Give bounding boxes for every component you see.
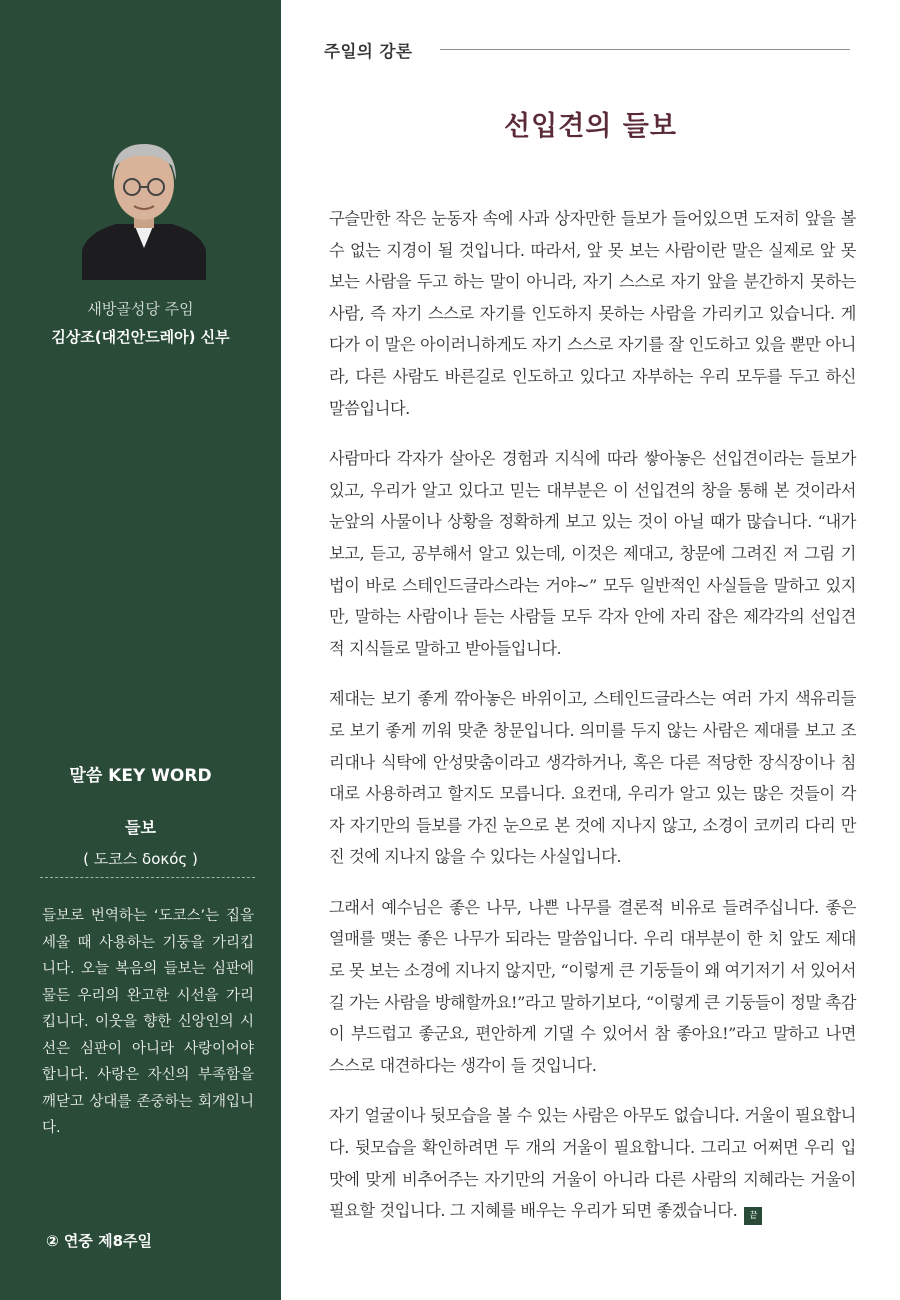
end-mark-icon: 끝 bbox=[744, 1207, 762, 1225]
article-paragraph bbox=[329, 1100, 856, 1226]
article-paragraph: 사람마다 각자가 살아온 경험과 지식에 따라 쌓아놓은 선입견이라는 들보가 있고, 우리가 알고 있다고 믿는 대부분은 이 선입견의 창을 통해 본 것이라서 눈앞의 사물이나 상황을 정확하게 보고 있는 것이 아닐 때가 많습니다. “내가 보고, 듣고, 공부해서 알고 있는데, 이것은 제대고, 창문에 그려진 저 그림 기법이 바로 스테인드글라스라는 거야~” 모두 일반적인 사실들을 말하고 있지만, 말하는 사람이나 듣는 사람들 모두 각자 안에 자리 잡은 제각각의 선입견적 지식들로 말하고 받아들입니다. bbox=[329, 449, 856, 658]
liturgical-week: ② 연중 제8주일 bbox=[46, 1232, 153, 1250]
keyword-original: ( 도코스 δοκός ) bbox=[83, 850, 198, 868]
keyword-divider bbox=[40, 877, 255, 878]
author-name: 김상조(대건안드레아) 신부 bbox=[51, 328, 230, 346]
article-title: 선입견의 들보 bbox=[504, 111, 677, 142]
article-paragraph: 제대는 보기 좋게 깎아놓은 바위이고, 스테인드글라스는 여러 가지 색유리들로 보기 좋게 끼워 맞춘 창문입니다. 의미를 두지 않는 사람은 제대를 보고 조리대나 식탁에 안성맞춤이라고 생각하거나, 혹은 다른 적당한 장식장이나 침대로 사용하려고 할지도 모릅니다. 요컨대, 우리가 알고 있는 많은 것들이 각자 자기만의 들보를 가진 눈으로 본 것에 지나지 않고, 소경이 코끼리 다리 만진 것에 지나지 않을 수 있다는 사실입니다. bbox=[329, 689, 856, 867]
author-role: 새방골성당 주임 bbox=[87, 300, 194, 318]
article-paragraph: 구슬만한 작은 눈동자 속에 사과 상자만한 들보가 들어있으면 도저히 앞을 볼 수 없는 지경이 될 것입니다. 따라서, 앞 못 보는 사람이란 말은 실제로 앞 못 보는 사람을 두고 하는 말이 아니라, 자기 스스로 자기 앞을 분간하지 못하는 사람, 즉 자기 스스로 자기를 인도하지 못하는 사람을 가리키고 있습니다. 게다가 이 말은 아이러니하게도 자기 스스로 자기를 잘 인도하고 있을 뿐만 아니라, 다른 사람도 바른길로 인도하고 있다고 자부하는 우리 모두를 두고 하신 말씀입니다. bbox=[329, 209, 856, 418]
article-paragraph-text: 자기 얼굴이나 뒷모습을 볼 수 있는 사람은 아무도 없습니다. 거울이 필요합니다. 뒷모습을 확인하려면 두 개의 거울이 필요합니다. 그리고 어쩌면 우리 입맛에 맞게 비추어주는 자기만의 거울이 아니라 다른 사람의 지혜라는 거울이 필요할 것입니다. 그 지혜를 배우는 우리가 되면 좋겠습니다. bbox=[329, 1106, 856, 1221]
keyword-term: 들보 bbox=[125, 818, 156, 837]
keyword-description: 들보로 번역하는 ‘도코스’는 집을 세울 때 사용하는 기둥을 가리킵니다. 오늘 복음의 들보는 심판에 물든 우리의 완고한 시선을 가리킵니다. 이웃을 향한 신앙인의 시선은 심판이 아니라 사랑이어야 합니다. 사랑은 자신의 부족함을 깨닫고 상대를 존중하는 회개입니다. bbox=[42, 908, 254, 1136]
article-body bbox=[329, 203, 856, 1246]
sidebar bbox=[0, 0, 281, 1300]
author-portrait bbox=[82, 132, 206, 280]
article-paragraph: 그래서 예수님은 좋은 나무, 나쁜 나무를 결론적 비유로 들려주십니다. 좋은 열매를 맺는 좋은 나무가 되라는 말씀입니다. 우리 대부분이 한 치 앞도 제대로 못 보는 소경에 지나지 않지만, “이렇게 큰 기둥들이 왜 여기저기 서 있어서 길 가는 사람을 방해할까요!”라고 말하기보다, “이렇게 큰 기둥들이 정말 촉감이 부드럽고 좋군요, 편안하게 기댈 수 있어서 참 좋아요!”라고 말하고 나면 스스로 대견하다는 생각이 들 것입니다. bbox=[329, 897, 856, 1075]
header-rule bbox=[440, 49, 850, 50]
keyword-heading: 말씀 KEY WORD bbox=[69, 766, 212, 786]
section-label: 주일의 강론 bbox=[324, 42, 413, 61]
